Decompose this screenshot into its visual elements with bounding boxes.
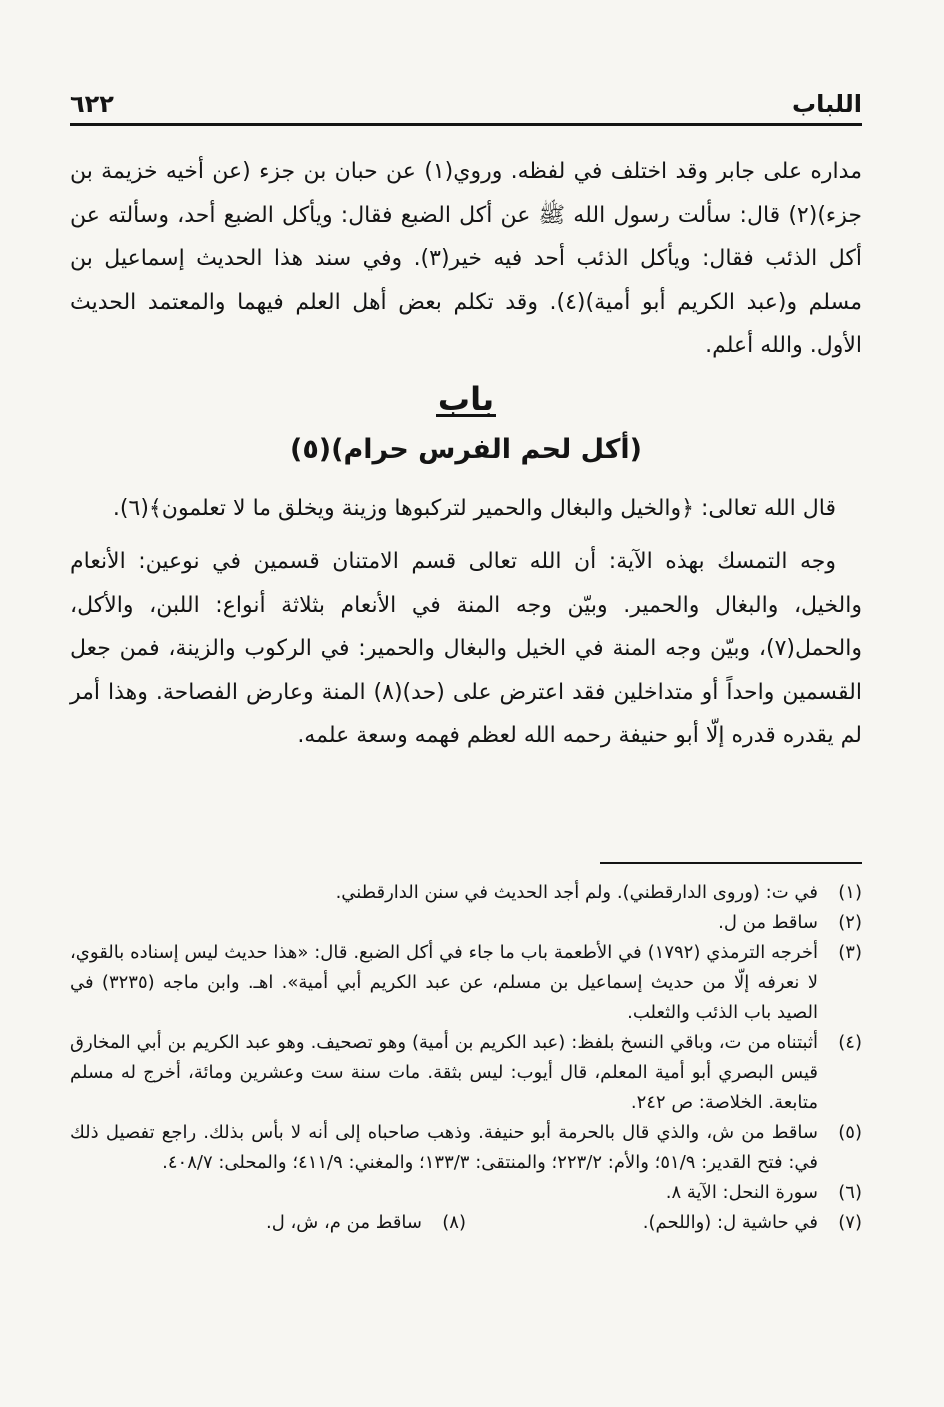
section-title: (أكل لحم الفرس حرام)(٥) [289, 433, 643, 465]
footnotes [70, 878, 862, 1238]
footnote-text: سورة النحل: الآية ٨. [665, 1182, 818, 1203]
footnote-text: ساقط من ل. [718, 912, 818, 933]
footnote [70, 1208, 466, 1238]
footnote [70, 1118, 862, 1178]
header-rule [70, 123, 862, 126]
footnote-row [70, 1208, 862, 1238]
main-text [70, 150, 862, 758]
footnote-number: (١) [838, 882, 862, 903]
footnote-text: ساقط من م، ش، ل. [265, 1212, 422, 1233]
footnote-text: ساقط من ش، والذي قال بالحرمة أبو حنيفة. وذهب صاحباه إلى أنه لا بأس بذلك. راجع تفصيل ذلك في: فتح القدير: ٥١/٩؛ والأم: ٢٢٣/٢؛ والمنتقى: ١٣٣/٣؛ والمغني: ٤١١/٩؛ والمحلى: ٤٠٨/٧. [70, 1122, 818, 1173]
footnote-number: (٢) [838, 912, 862, 933]
footnote [70, 1178, 862, 1208]
footnote [70, 938, 862, 1028]
footnote [70, 878, 862, 908]
footnote-rule [600, 862, 862, 864]
section-bab: باب [437, 379, 495, 418]
footnote-text: أخرجه الترمذي (١٧٩٢) في الأطعمة باب ما جاء في أكل الضبع. قال: «هذا حديث ليس إسناده بالقوي، لا نعرفه إلّا من حديث إسماعيل بن مسلم، عن عبد الكريم أبي أمية». اهـ. وابن ماجه (٣٢٣٥) في الصيد باب الذئب والثعلب. [70, 942, 819, 1023]
footnote-number: (٧) [838, 1212, 862, 1233]
footnote-text: في ت: (وروى الدارقطني). ولم أجد الحديث في سنن الدارقطني. [335, 882, 818, 903]
footnote-text: في حاشية ل: (واللحم). [642, 1212, 818, 1233]
page-number: ٦٢٢ [70, 90, 114, 118]
book-title: اللباب [792, 90, 862, 118]
page-header [70, 88, 862, 118]
footnote-number: (٥) [838, 1122, 862, 1143]
footnote-number: (٦) [838, 1182, 862, 1203]
intro-paragraph: مداره على جابر وقد اختلف في لفظه. وروي(١) عن حبان بن جزء (عن أخيه خزيمة بن جزء)(٢) قال: سألت رسول الله ﷺ عن أكل الضبع فقال: ويأكل الضبع أحد، وسألته عن أكل الذئب فقال: ويأكل الذئب أحد فيه خير(٣). وفي سند هذا الحديث إسماعيل بن مسلم و(عبد الكريم أبو أمية)(٤). وقد تكلم بعض أهل العلم فيهما والمعتمد الحديث الأول. والله أعلم. [70, 159, 863, 358]
quran-verse-paragraph: قال الله تعالى: ﴿والخيل والبغال والحمير لتركبوها وزينة ويخلق ما لا تعلمون﴾(٦). [112, 495, 836, 521]
footnote [466, 1208, 862, 1238]
footnote-number: (٨) [442, 1212, 466, 1233]
footnote-number: (٤) [838, 1032, 862, 1053]
argument-paragraph: وجه التمسك بهذه الآية: أن الله تعالى قسم الامتنان قسمين في نوعين: الأنعام والخيل، والبغال والحمير. وبيّن وجه المنة في الأنعام بثلاثة أنواع: اللبن، والأكل، والحمل(٧)، وبيّن وجه المنة في الخيل والبغال والحمير: في الركوب والزينة، فمن جعل القسمين واحداً أو متداخلين فقد اعترض على (حد)(٨) المنة وعارض الفصاحة. وهذا أمر لم يقدره قدره إلّا أبو حنيفة رحمه الله لعظم فهمه وسعة علمه. [70, 549, 862, 748]
footnote-text: أثبتناه من ت، وباقي النسخ بلفظ: (عبد الكريم بن أمية) وهو تصحيف. وهو عبد الكريم بن أبي المخارق قيس البصري أبو أمية المعلم، قال أيوب: ليس بثقة. مات سنة ست وعشرين ومائة، أخرج له مسلم متابعة. الخلاصة: ص ٢٤٢. [70, 1032, 818, 1113]
footnote [70, 908, 862, 938]
footnote-number: (٣) [838, 942, 862, 963]
footnote [70, 1028, 862, 1118]
